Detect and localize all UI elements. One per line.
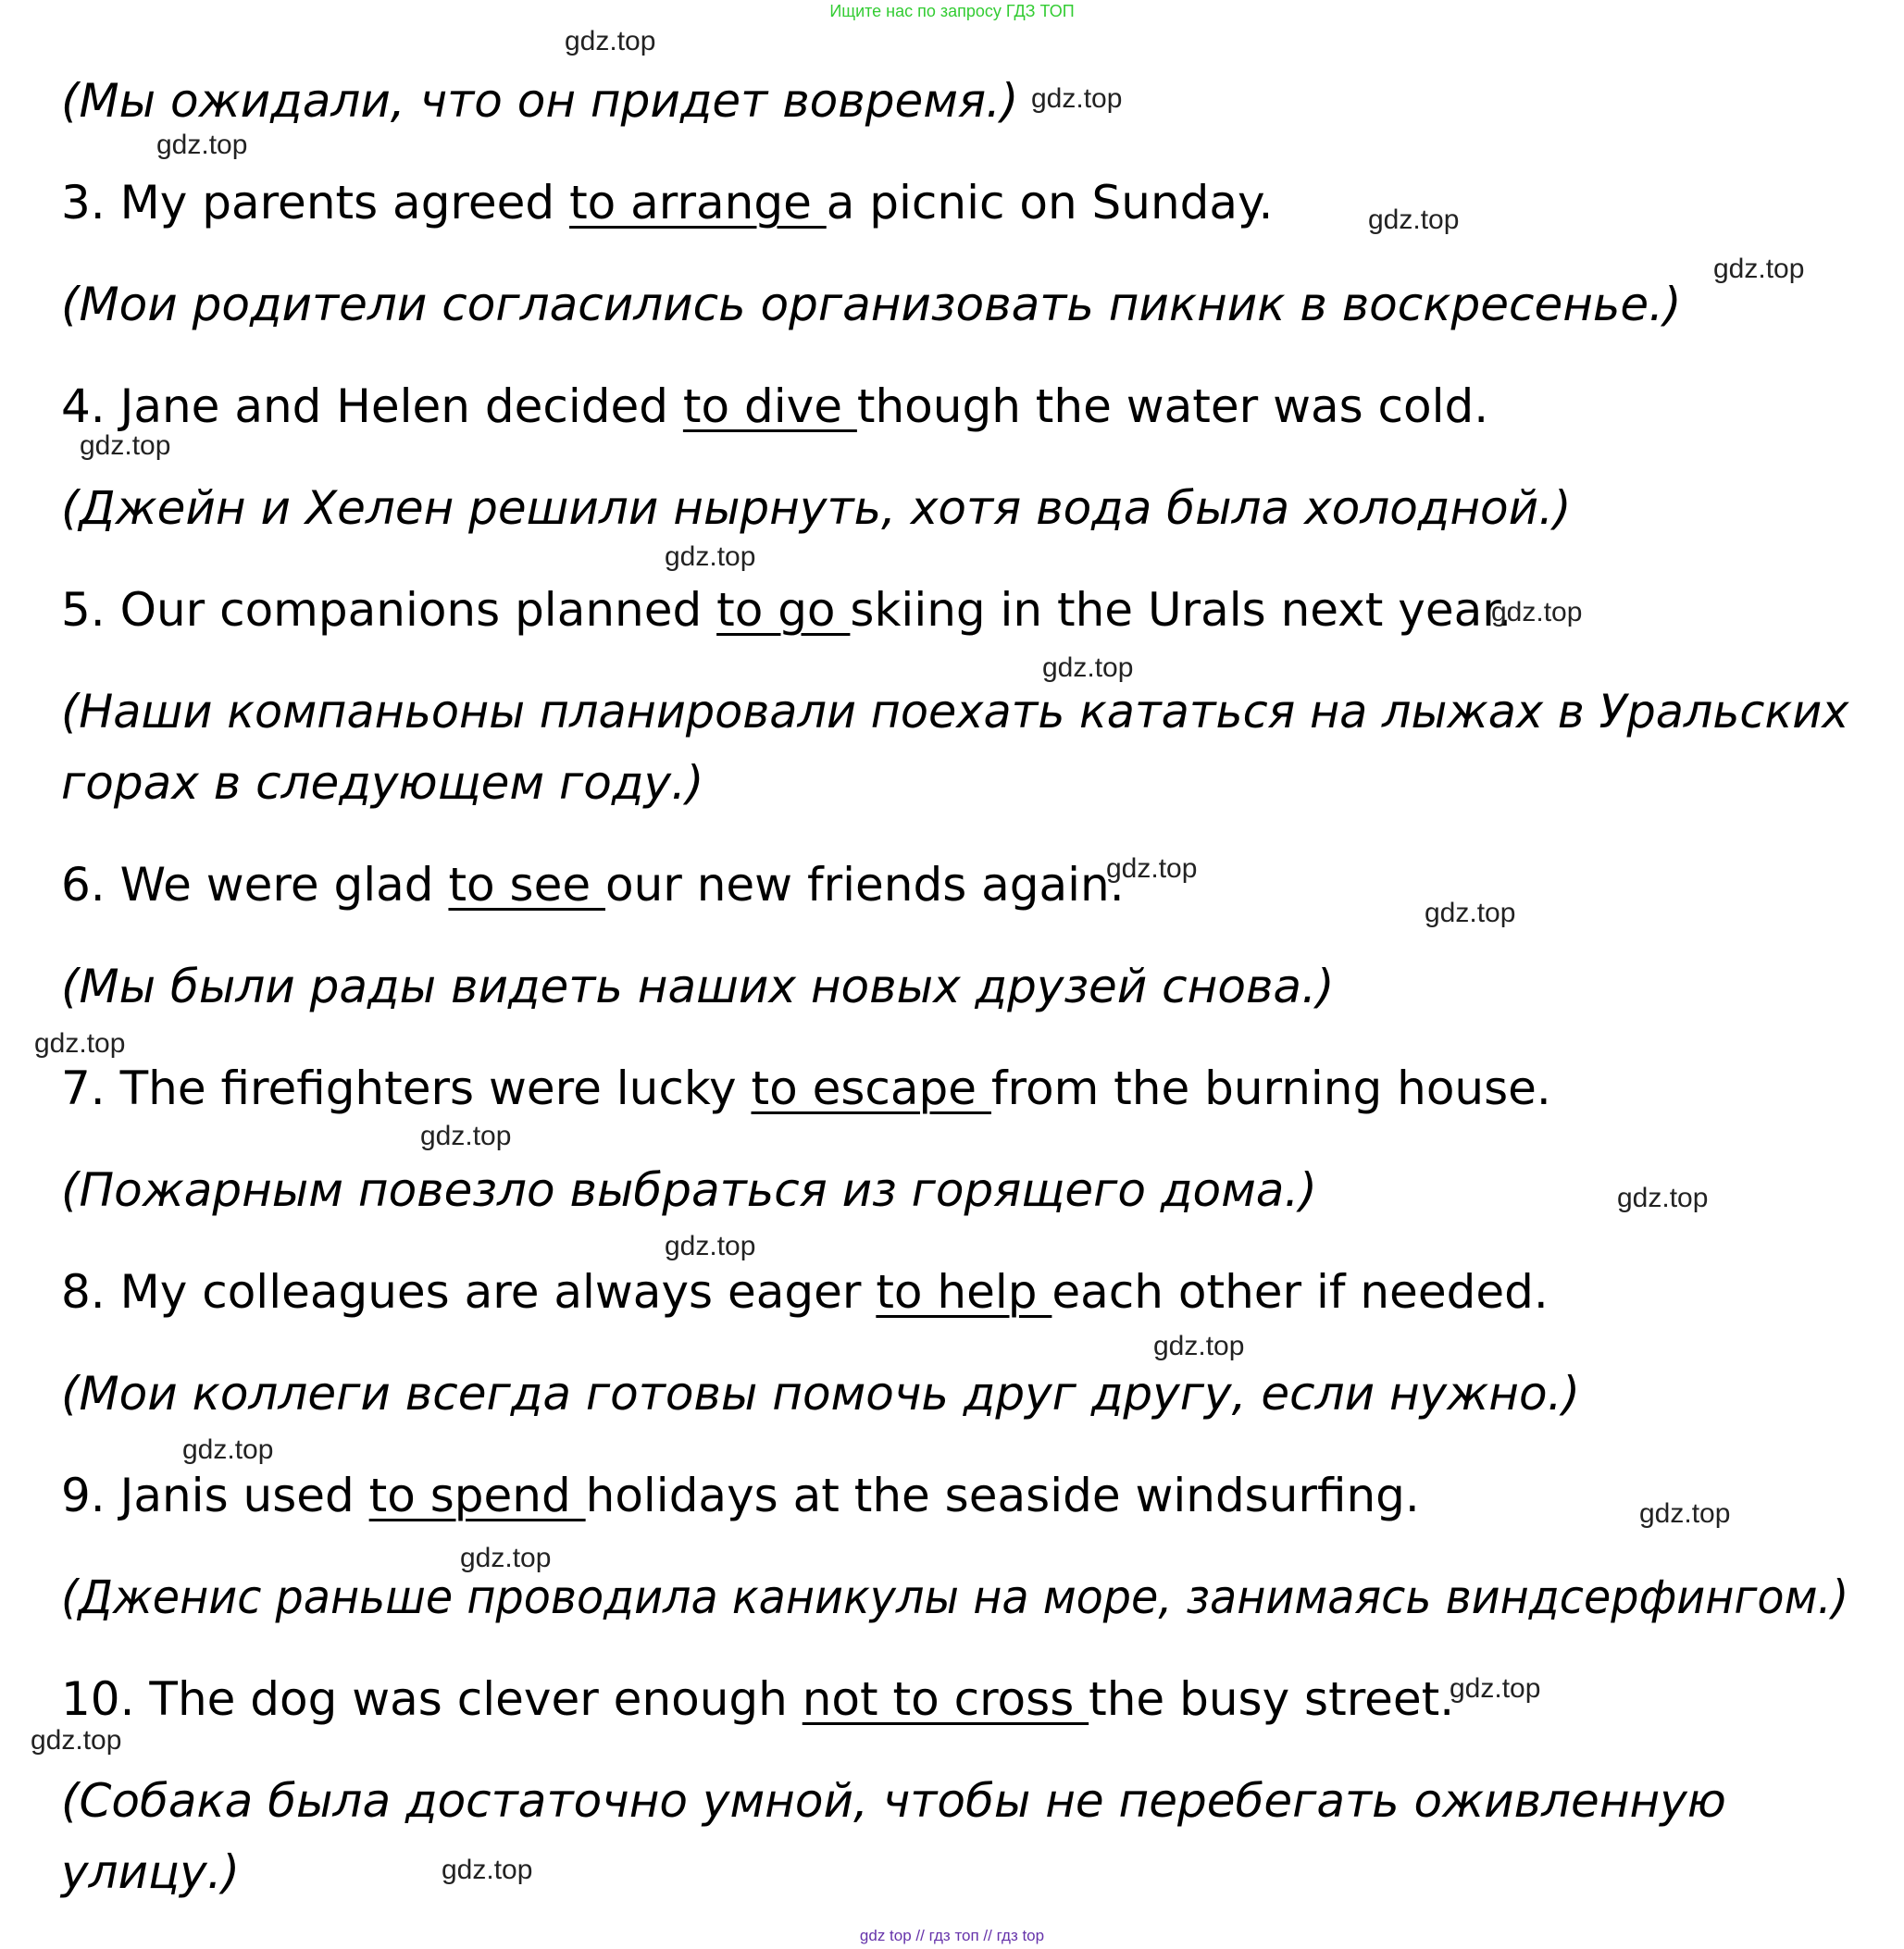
translation-line: (Мы ожидали, что он придет вовремя.) [61,74,1019,128]
sentence-prefix: 6. We were glad [61,858,449,912]
sentence-prefix: 3. My parents agreed [61,176,570,230]
sentence-suffix: though the water was cold. [856,379,1489,433]
underlined-infinitive: to see [448,858,605,912]
sentence-prefix: 9. Janis used [61,1469,369,1522]
watermark: gdz.top [1425,898,1516,928]
watermark: gdz.top [182,1434,274,1465]
sentence-line [61,579,1512,640]
sentence-suffix: each other if needed. [1052,1265,1549,1319]
watermark: gdz.top [34,1028,126,1059]
sentence-line [61,1261,1549,1322]
sentence-line [61,1058,1551,1119]
underlined-infinitive: to dive [682,379,857,433]
underlined-infinitive: to help [876,1265,1052,1319]
sentence-line [61,1465,1420,1526]
underlined-infinitive: to go [716,583,851,637]
underlined-infinitive: to escape [751,1061,991,1115]
watermark: gdz.top [1617,1183,1709,1213]
sentence-suffix: the busy street. [1089,1672,1455,1726]
sentence-line [61,854,1125,915]
watermark: gdz.top [1450,1673,1541,1704]
translation-line: улицу.) [61,1845,241,1899]
watermark: gdz.top [1368,205,1460,235]
watermark: gdz.top [460,1543,552,1573]
watermark: gdz.top [565,26,656,56]
watermark: gdz.top [1042,652,1134,683]
translation-line: (Мы были рады видеть наших новых друзей снова.) [61,960,1335,1013]
translation-line: (Джейн и Хелен решили нырнуть, хотя вода была холодной.) [61,481,1572,535]
watermark: gdz.top [156,130,248,160]
sentence-line [61,172,1273,233]
sentence-prefix: 10. The dog was clever enough [61,1672,803,1726]
sentence-suffix: holidays at the seaside windsurfing. [585,1469,1420,1522]
sentence-line [61,1669,1454,1730]
translation-line: (Собака была достаточно умной, чтобы не перебегать оживленную [61,1774,1726,1828]
watermark: gdz.top [1639,1498,1731,1529]
translation-line: горах в следующем году.) [61,756,704,810]
watermark: gdz.top [665,1231,756,1261]
watermark: gdz.top [31,1725,122,1756]
underlined-infinitive: not to cross [802,1672,1089,1726]
sentence-suffix: from the burning house. [990,1061,1551,1115]
sentence-prefix: 5. Our companions planned [61,583,717,637]
translation-line: (Мои родители согласились организовать пикник в воскресенье.) [61,278,1682,331]
watermark: gdz.top [1106,853,1198,884]
sentence-suffix: our new friends again. [605,858,1125,912]
translation-line: (Дженис раньше проводила каникулы на море, занимаясь виндсерфингом.) [61,1570,1849,1624]
watermark: gdz.top [1153,1331,1245,1361]
translation-line: (Мои коллеги всегда готовы помочь друг другу, если нужно.) [61,1367,1580,1421]
top-banner: Ищите нас по запросу ГДЗ ТОП [829,2,1075,20]
watermark: gdz.top [442,1855,533,1885]
sentence-prefix: 7. The firefighters were lucky [61,1061,752,1115]
watermark: gdz.top [1491,597,1583,627]
watermark: gdz.top [420,1121,512,1151]
footer: gdz top // гдз топ // гдз top [859,1927,1045,1944]
watermark: gdz.top [1713,254,1805,284]
sentence-line [61,376,1488,437]
sentence-suffix: skiing in the Urals next year. [850,583,1512,637]
translation-line: (Пожарным повезло выбраться из горящего дома.) [61,1163,1317,1217]
translation-line: (Наши компаньоны планировали поехать кататься на лыжах в Уральских [61,685,1849,739]
sentence-suffix: a picnic on Sunday. [826,176,1274,230]
underlined-infinitive: to spend [368,1469,586,1522]
watermark: gdz.top [665,541,756,572]
watermark: gdz.top [80,430,171,461]
sentence-prefix: 4. Jane and Helen decided [61,379,683,433]
sentence-prefix: 8. My colleagues are always eager [61,1265,877,1319]
underlined-infinitive: to arrange [569,176,827,230]
watermark: gdz.top [1031,83,1123,114]
